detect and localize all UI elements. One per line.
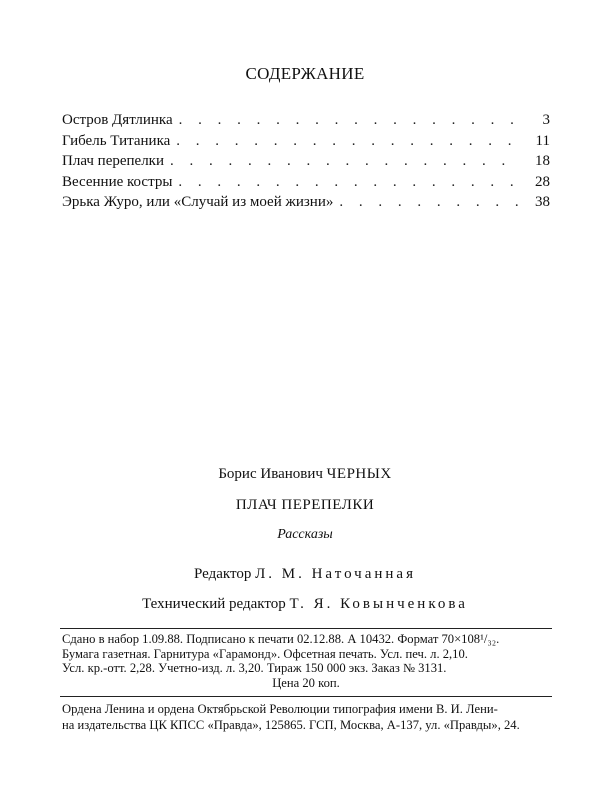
tech-editor-name: Т. Я. Ковынченкова — [289, 596, 468, 612]
tech-editor-line — [0, 596, 610, 613]
toc-leader-dots — [179, 112, 520, 129]
toc-leader-dots — [178, 174, 520, 191]
divider-rule — [60, 628, 552, 629]
toc-entry-page: 38 — [535, 194, 550, 210]
toc-entry — [62, 133, 550, 154]
toc-entry-page: 3 — [542, 112, 550, 128]
toc-entry-title: Остров Дятлинка — [62, 112, 173, 128]
editor-label: Редактор — [194, 566, 252, 582]
book-genre: Рассказы — [277, 527, 333, 542]
toc-entry — [62, 153, 550, 174]
publication-line: Сдано в набор 1.09.88. Подписано к печати 02.12.88. А 10432. Формат 70×108¹/₃₂. — [62, 632, 500, 646]
table-of-contents — [62, 112, 550, 215]
editor-line — [0, 566, 610, 583]
toc-entry-page: 28 — [535, 173, 550, 190]
toc-entry-page: 18 — [535, 153, 550, 169]
toc-leader-dots — [170, 153, 520, 170]
publication-line: Бумага газетная. Гарнитура «Гарамонд». Офсетная печать. Усл. печ. л. 2,10. — [62, 646, 468, 661]
toc-entry — [62, 194, 550, 215]
toc-entry — [62, 112, 550, 133]
editor-name: Л. М. Наточанная — [255, 566, 416, 582]
author-surname: ЧЕРНЫХ — [326, 466, 392, 482]
printer-info — [62, 702, 550, 733]
author-line — [0, 466, 610, 483]
publication-line: Усл. кр.-отт. 2,28. Учетно-изд. л. 3,20. Тираж 150 000 экз. Заказ № 3131. — [62, 661, 447, 675]
toc-leader-dots — [176, 133, 520, 150]
printer-line: Ордена Ленина и ордена Октябрьской Революции типография имени В. И. Лени- — [62, 702, 498, 716]
toc-entry-title: Гибель Титаника — [62, 132, 171, 149]
book-title: ПЛАЧ ПЕРЕПЕЛКИ — [235, 497, 375, 513]
toc-entry-page: 11 — [535, 132, 550, 149]
toc-title: СОДЕРЖАНИЕ — [245, 64, 365, 83]
tech-editor-label: Технический редактор — [142, 596, 286, 612]
toc-leader-dots — [339, 194, 520, 211]
author-name: Борис Иванович — [218, 466, 323, 482]
printer-line: на издательства ЦК КПСС «Правда», 125865. ГСП, Москва, А-137, ул. «Правды», 24. — [62, 717, 520, 732]
publication-details — [62, 632, 550, 690]
toc-entry-title: Эрька Журо, или «Случай из моей жизни» — [62, 194, 334, 210]
toc-entry-title: Весенние костры — [62, 173, 173, 190]
price: Цена 20 коп. — [272, 675, 340, 690]
toc-entry — [62, 174, 550, 195]
toc-entry-title: Плач перепелки — [62, 153, 164, 169]
divider-rule — [60, 696, 552, 697]
